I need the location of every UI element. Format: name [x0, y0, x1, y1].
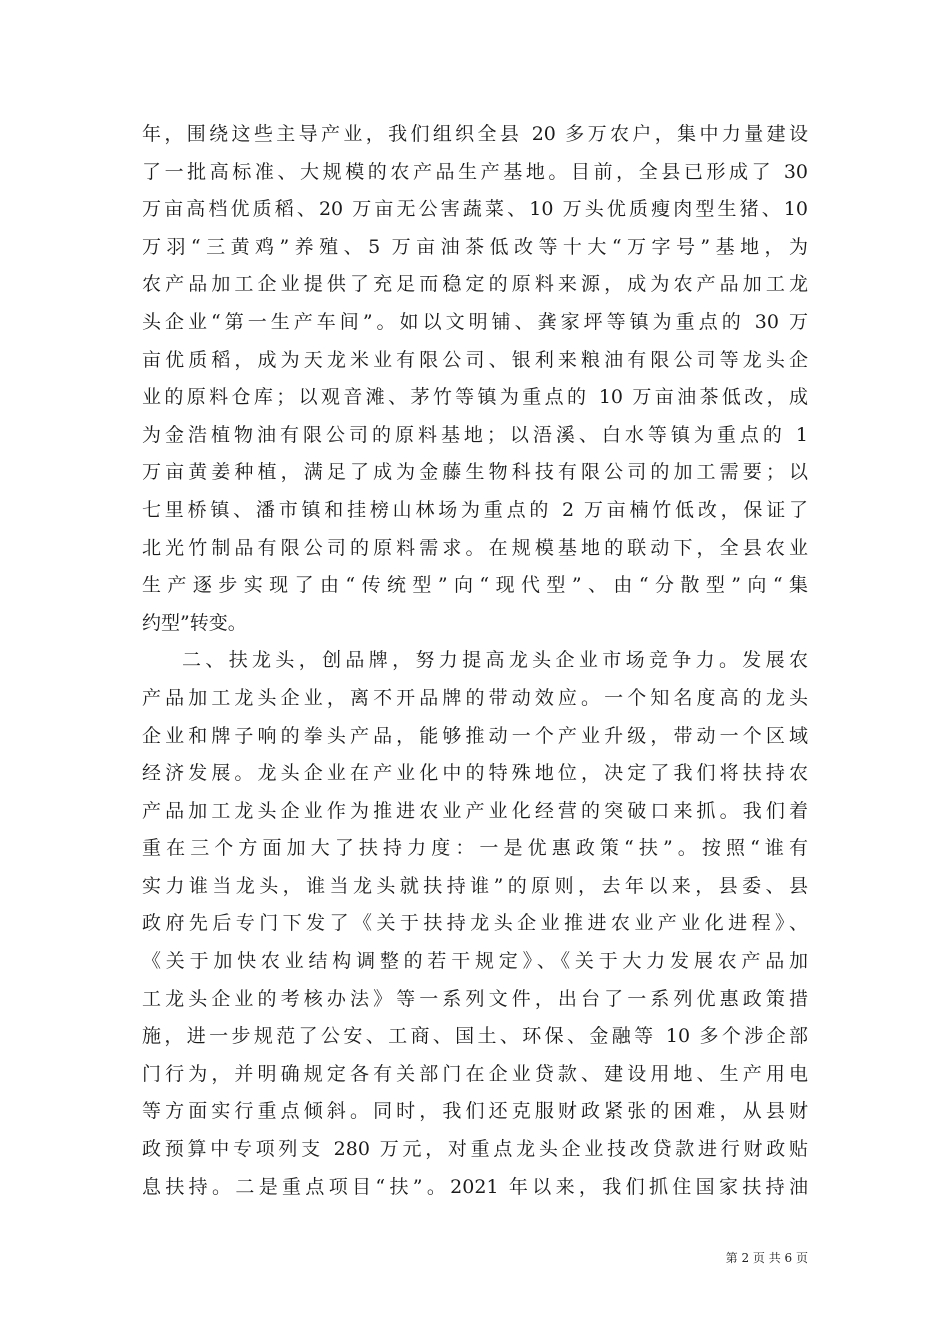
- text-line: 万羽“三黄鸡”养殖、5 万亩油茶低改等十大“万字号”基地，为: [142, 235, 808, 258]
- text-line: 亩优质稻，成为天龙米业有限公司、银利来粮油有限公司等龙头企: [142, 348, 808, 371]
- text-line: 工龙头企业的考核办法》等一系列文件，出台了一系列优惠政策措: [142, 987, 808, 1010]
- text-line: 农产品加工企业提供了充足而稳定的原料来源，成为农产品加工龙: [142, 273, 808, 296]
- text-line: 《关于加快农业结构调整的若干规定》、《关于大力发展农产品加: [142, 950, 808, 973]
- text-line: 七里桥镇、潘市镇和挂榜山林场为重点的 2 万亩楠竹低改，保证了: [142, 498, 808, 521]
- text-line: 生产逐步实现了由“传统型”向“现代型”、由“分散型”向“集: [142, 574, 808, 597]
- text-line: 门行为，并明确规定各有关部门在企业贷款、建设用地、生产用电: [142, 1062, 808, 1085]
- text-line: 头企业“第一生产车间”。如以文明铺、龚家坪等镇为重点的 30 万: [142, 310, 808, 333]
- text-line: 为金浩植物油有限公司的原料基地；以浯溪、白水等镇为重点的 1: [142, 423, 808, 446]
- text-line: 经济发展。龙头企业在产业化中的特殊地位，决定了我们将扶持农: [142, 762, 808, 785]
- text-line: 产品加工龙头企业作为推进农业产业化经营的突破口来抓。我们着: [142, 799, 808, 822]
- text-line: 息扶持。二是重点项目“扶”。2021 年以来，我们抓住国家扶持油: [142, 1175, 808, 1198]
- text-line: 了一批高标准、大规模的农产品生产基地。目前，全县已形成了 30: [142, 160, 808, 183]
- text-line: 年，围绕这些主导产业，我们组织全县 20 多万农户，集中力量建设: [142, 123, 808, 145]
- text-line: 企业和牌子响的拳头产品，能够推动一个产业升级，带动一个区域: [142, 724, 808, 747]
- text-line: 实力谁当龙头，谁当龙头就扶持谁”的原则，去年以来，县委、县: [142, 874, 808, 897]
- text-line: 产品加工龙头企业，离不开品牌的带动效应。一个知名度高的龙头: [142, 686, 808, 709]
- text-line: 北光竹制品有限公司的原料需求。在规模基地的联动下，全县农业: [142, 536, 808, 559]
- text-line: 业的原料仓库；以观音滩、茅竹等镇为重点的 10 万亩油茶低改，成: [142, 386, 808, 409]
- text-line: 政府先后专门下发了《关于扶持龙头企业推进农业产业化进程》、: [142, 912, 808, 935]
- text-line: 万亩高档优质稻、20 万亩无公害蔬菜、10 万头优质瘦肉型生猪、10: [142, 198, 808, 221]
- page-number-footer: 第 2 页 共 6 页: [725, 1251, 808, 1265]
- text-line: 施，进一步规范了公安、工商、国土、环保、金融等 10 多个涉企部: [142, 1025, 808, 1048]
- text-line: 等方面实行重点倾斜。同时，我们还克服财政紧张的困难，从县财: [142, 1100, 808, 1123]
- text-line: 重在三个方面加大了扶持力度：一是优惠政策“扶”。按照“谁有: [142, 837, 808, 860]
- text-line: 约型”转变。: [142, 611, 247, 634]
- section-heading-line: 二、扶龙头，创品牌，努力提高龙头企业市场竞争力。发展农: [182, 649, 808, 672]
- text-line: 万亩黄姜种植，满足了成为金藤生物科技有限公司的加工需要；以: [142, 461, 808, 484]
- body-text: [142, 116, 808, 1206]
- text-line: 政预算中专项列支 280 万元，对重点龙头企业技改贷款进行财政贴: [142, 1138, 808, 1161]
